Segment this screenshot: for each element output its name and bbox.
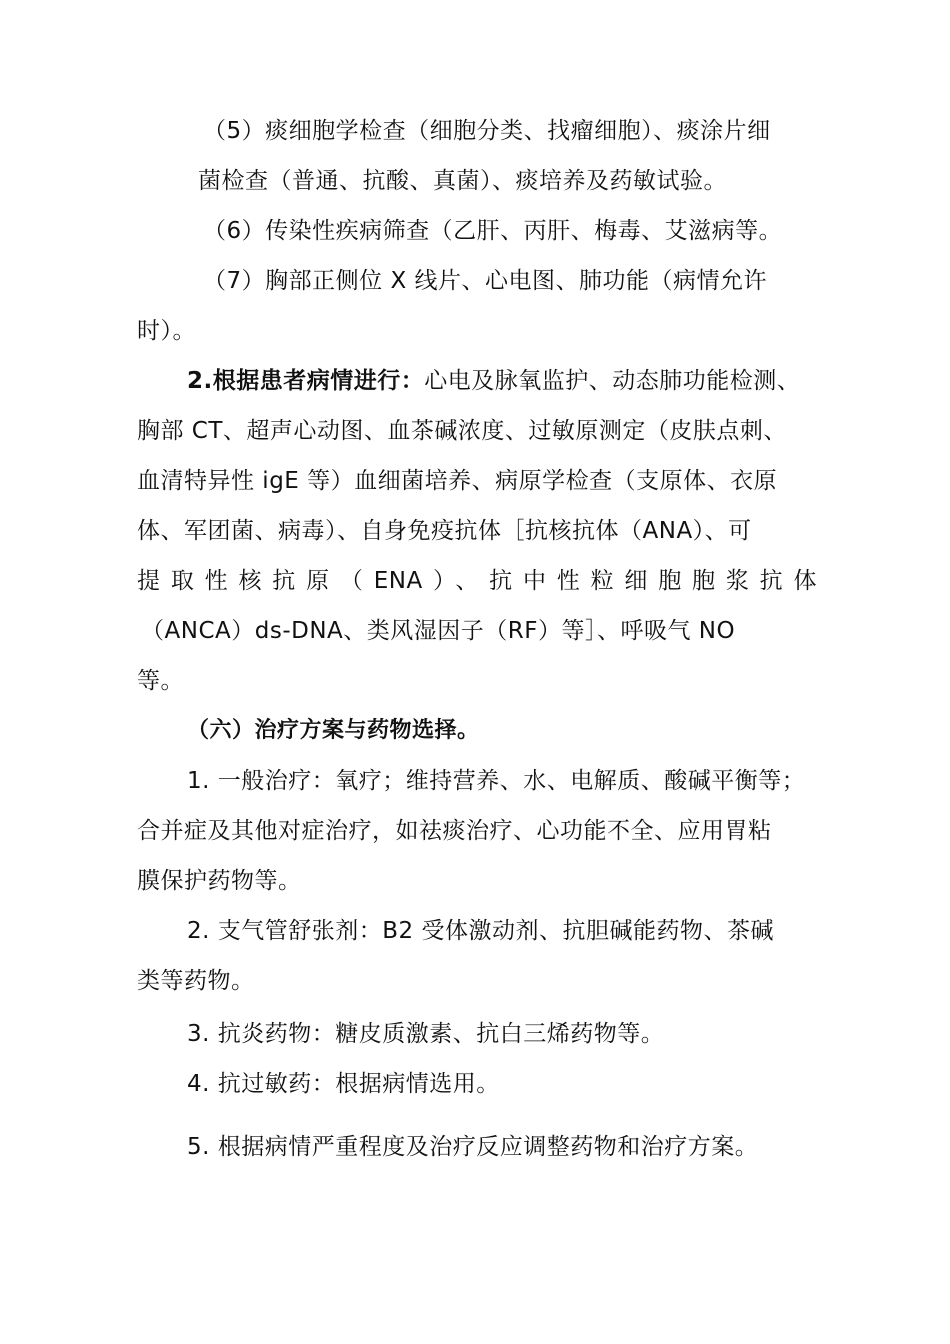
section-2-line6: （ANCA）ds-DNA、类风湿因子（RF）等］、呼吸气 NO (141, 618, 736, 644)
treatment-2-line2: 类等药物。 (137, 968, 255, 994)
section-2-line3: 血清特异性 igE 等）血细菌培养、病原学检查（支原体、衣原 (137, 468, 778, 494)
treatment-2-line1: 2. 支气管舒张剂：B2 受体激动剂、抗胆碱能药物、茶碱 (187, 918, 774, 944)
section-2-line4: 体、军团菌、病毒）、自身免疫抗体［抗核抗体（ANA）、可 (137, 518, 752, 544)
section-2-text: 心电及脉氧监护、动态肺功能检测、 (424, 368, 801, 394)
treatment-5: 5. 根据病情严重程度及治疗反应调整药物和治疗方案。 (187, 1134, 759, 1160)
section-six-heading: （六）治疗方案与药物选择。 (187, 718, 480, 743)
exam-item-5-line1: （5）痰细胞学检查（细胞分类、找瘤细胞）、痰涂片细 (203, 118, 771, 144)
section-2-heading: 2.根据患者病情进行： (187, 368, 425, 394)
exam-item-6: （6）传染性疾病筛查（乙肝、丙肝、梅毒、艾滋病等。 (203, 218, 783, 244)
treatment-1-line1: 1. 一般治疗：氧疗；维持营养、水、电解质、酸碱平衡等； (187, 768, 806, 794)
treatment-1-line3: 膜保护药物等。 (137, 868, 302, 894)
section-2-line5: 提取性核抗原（ENA）、抗中性粒细胞胞浆抗体 (137, 568, 817, 594)
section-2-line7: 等。 (137, 668, 184, 694)
treatment-4: 4. 抗过敏药：根据病情选用。 (187, 1071, 500, 1097)
exam-item-5-line2: 菌检查（普通、抗酸、真菌）、痰培养及药敏试验。 (198, 168, 727, 194)
treatment-1-line2: 合并症及其他对症治疗，如祛痰治疗、心功能不全、应用胃粘 (137, 818, 772, 844)
section-2-line1 (187, 366, 800, 396)
exam-item-7-line1: （7）胸部正侧位 X 线片、心电图、肺功能（病情允许 (203, 268, 768, 294)
section-2-line2: 胸部 CT、超声心动图、血茶碱浓度、过敏原测定（皮肤点刺、 (137, 418, 787, 444)
exam-item-7-line2: 时）。 (137, 318, 196, 344)
treatment-3: 3. 抗炎药物：糖皮质激素、抗白三烯药物等。 (187, 1021, 665, 1047)
